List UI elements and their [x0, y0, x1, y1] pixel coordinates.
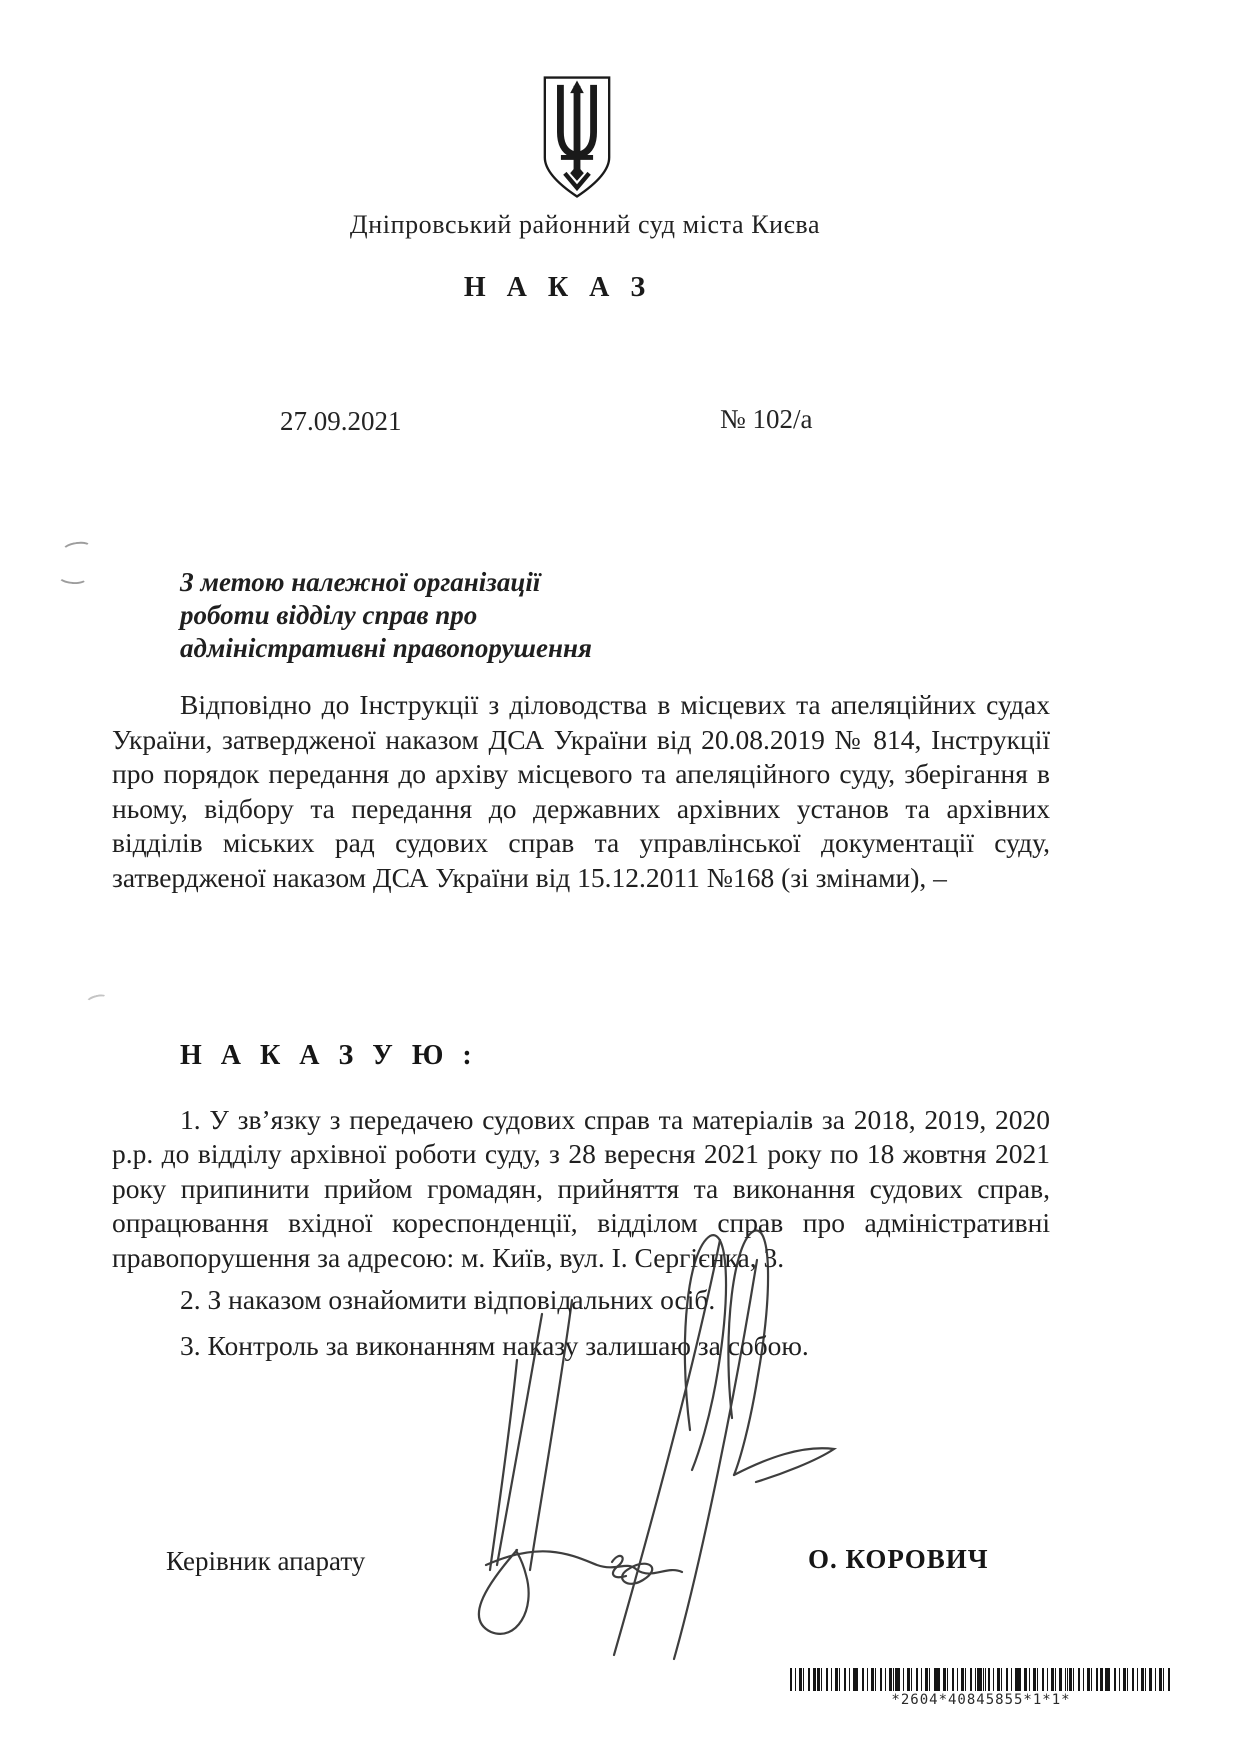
barcode-bars — [790, 1668, 1172, 1691]
court-name: Дніпровський районний суд міста Києва — [349, 210, 821, 239]
order-title: Н А К А З — [463, 272, 653, 303]
scan-artifact-mark — [58, 569, 89, 585]
preamble-paragraph: Відповідно до Інструкції з діловодства в місцевих та апеляційних судах України, затвердженої наказом ДСА України від 20.08.2019 № 814, Інструкції про порядок передання до архіву місцевого та апеляційного суду, зберігання в ньому, відбору та передання до державних архівних установ та архівних відділів міських рад судових справ та управлінської документації суду, затвердженої наказом ДСА України від 15.12.2011 №168 (зі змінами), – — [112, 689, 1050, 893]
purpose-line: адміністративні правопорушення — [180, 633, 592, 663]
ukraine-trident-emblem — [538, 72, 616, 202]
scan-artifact-mark — [85, 992, 109, 1007]
order-item-3: 3. Контроль за виконанням наказу залишаю за собою. — [180, 1330, 809, 1362]
handwritten-signature — [420, 1218, 850, 1663]
order-item-2: 2. З наказом ознайомити відповідальних осіб. — [180, 1284, 716, 1316]
purpose-line: З метою належної організації — [180, 567, 541, 597]
barcode — [790, 1668, 1172, 1708]
order-date: 27.09.2021 — [280, 406, 402, 436]
order-number: № 102/а — [720, 404, 813, 434]
barcode-text: *2604*40845855*1*1* — [891, 1692, 1071, 1708]
trident-icon — [538, 72, 616, 202]
purpose-line: роботи відділу справ про — [180, 600, 478, 630]
signer-name: О. КОРОВИЧ — [808, 1544, 989, 1574]
scan-artifact-mark — [61, 540, 93, 558]
purpose-block — [180, 566, 800, 665]
signer-title: Керівник апарату — [166, 1546, 366, 1576]
order-heading: Н А К А З У Ю : — [180, 1040, 478, 1071]
order-item-1: 1. У зв’язку з передачею судових справ та матеріалів за 2018, 2019, 2020 р.р. до відділу архівної роботи суду, з 28 вересня 2021 року по 18 жовтня 2021 року припинити прийом громадян, прийняття та виконання судових справ, опрацювання вхідної кореспонденції, відділом справ про адміністративні правопорушення за адресою: м. Київ, вул. І. Сергієнка, 3. — [112, 1104, 1050, 1273]
